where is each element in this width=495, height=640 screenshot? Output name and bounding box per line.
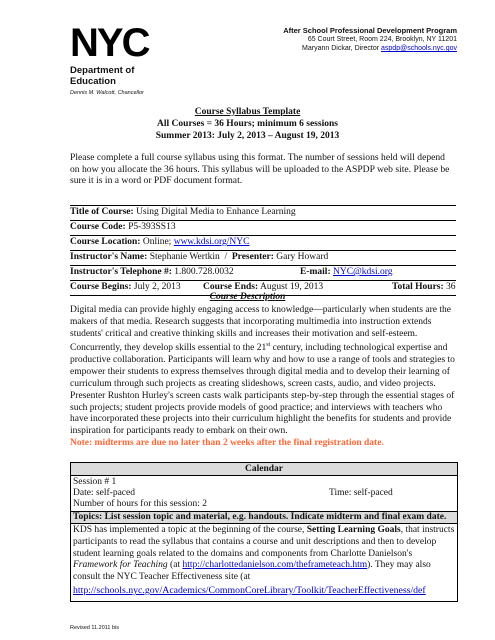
description-part-2: century, including technological expertise and productive collaboration. Participants will learn why and how to use a range of tools and strategies to empower their students to express themselves through digital media and to develop their learning of curriculum through such projects as creating slideshows, screen casts, audio, and video projects. Presenter Rushton Hurley's screen casts walk participants step-by-step through the essential stages of such projects; student projects provide models of good practice; and interviews with teachers who have incorporated these projects into their curriculum highlight the benefits for students and provide inspiration for participants ready to embark on their own. <box>70 343 455 437</box>
phone-value: 1.800.728.0032 <box>174 267 234 277</box>
course-title-row <box>70 205 456 220</box>
revision-footer: Revised 11.2011 bis <box>70 625 120 631</box>
session-date-row <box>73 488 455 499</box>
course-description-text <box>70 305 455 438</box>
course-location-value: Online; <box>142 237 174 247</box>
session-block <box>71 476 457 511</box>
topics-row <box>71 511 457 524</box>
calendar-table <box>70 462 458 602</box>
session-hours: Number of hours for this session: 2 <box>73 499 208 509</box>
hours-label: Total Hours: <box>392 282 444 292</box>
email-cell <box>300 266 393 279</box>
session-time: Time: self-paced <box>329 488 393 498</box>
midterm-note: Note: midterms are due no later than 2 weeks after the final registration date. <box>70 438 384 448</box>
director-email-link[interactable]: aspdp@schools.nyc.gov <box>381 45 457 52</box>
course-location-label: Course Location: <box>70 237 141 247</box>
instructor-value: Stephanie Wertkin <box>149 252 220 262</box>
description-part-1: Digital media can provide highly engaging access to knowledge—particularly when students are the makers of that media. Research suggests that incorporating multimedia into instruction extends students' critical and creative thinking skills and increases their motivation and self-esteem. Concurrently, they develop skills essential to the 21 <box>70 305 451 354</box>
session-details <box>71 524 457 601</box>
logo-chancellor: Dennis M. Walcott, Chancellor <box>70 90 144 96</box>
program-header <box>283 26 457 53</box>
email-label: E-mail: <box>300 267 331 277</box>
logo-nyc-wordmark: NYC <box>70 21 149 65</box>
phone-label: Instructor's Telephone #: <box>70 267 172 277</box>
director-name: Maryann Dickar, Director <box>302 45 382 52</box>
syllabus-hours-rule: All Courses = 36 Hours; minimum 6 sessions <box>157 119 338 129</box>
email-link[interactable]: NYC@kdsi.org <box>332 267 393 277</box>
presenter-label: Presenter: <box>231 252 274 262</box>
instructor-separator: / <box>224 252 228 262</box>
details-part-4: ). They may also consult the NYC Teacher Effectiveness site (at <box>73 560 431 583</box>
ends-label: Course Ends: <box>203 282 259 292</box>
danielson-link[interactable]: http://charlottedanielson.com/theframeteach.htm <box>182 560 368 571</box>
details-part-3: (at <box>167 560 183 571</box>
begins-label: Course Begins: <box>70 282 132 292</box>
logo-department-line: Department of <box>70 65 135 76</box>
logo-department <box>70 65 190 87</box>
contact-row <box>70 265 456 280</box>
course-code-value: P5-393SS13 <box>128 222 176 232</box>
presenter-value: Gary Howard <box>276 252 329 262</box>
description-superscript: st <box>266 342 271 349</box>
syllabus-title-block <box>0 106 495 142</box>
session-date: Date: self-paced <box>73 488 135 498</box>
program-director <box>283 44 457 53</box>
instructor-row <box>70 250 456 265</box>
calendar-heading: Calendar <box>71 463 457 476</box>
teacher-effectiveness-link[interactable]: http://schools.nyc.gov/Academics/CommonCoreLibrary/Toolkit/TeacherEffectiveness/def <box>73 584 426 596</box>
details-bold: Setting Learning Goals <box>306 525 401 535</box>
course-info-table <box>70 205 456 296</box>
details-part-1: KDS has implemented a topic at the beginning of the course, <box>73 525 307 535</box>
course-code-label: Course Code: <box>70 222 126 232</box>
details-part-2: , that instructs participants to read the syllabus that contains a course and unit descriptions and then to develop student learning goals related to the domains and components from Charlotte Danielson's <box>73 525 455 559</box>
hours-value: 36 <box>446 282 456 292</box>
course-location-row <box>70 235 456 250</box>
syllabus-term: Summer 2013: July 2, 2013 – August 19, 2013 <box>155 131 340 141</box>
program-name: After School Professional Development Program <box>283 26 457 35</box>
course-location-link[interactable]: www.kdsi.org/NYC <box>173 237 250 247</box>
logo-education-line: Education <box>70 76 116 87</box>
course-title-label: Title of Course: <box>70 207 134 217</box>
details-italic: Framework for Teaching <box>73 560 168 571</box>
topics-text: Topics: List session topic and material, e.g. handouts. Indicate midterm and final exam date. <box>73 512 447 522</box>
syllabus-title: Course Syllabus Template <box>194 107 301 117</box>
course-code-row <box>70 220 456 235</box>
ends-value: August 19, 2013 <box>260 282 324 292</box>
nyc-doe-logo <box>70 21 190 96</box>
course-description-heading: Course Description <box>209 292 286 302</box>
session-number: Session # 1 <box>73 477 117 487</box>
program-address: 65 Court Street, Room 224, Brooklyn, NY 11201 <box>307 36 457 43</box>
instructor-label: Instructor's Name: <box>70 252 148 262</box>
intro-paragraph: Please complete a full course syllabus using this format. The number of sessions held will depend on how you allocate the 36 hours. This syllabus will be uploaded to the ASPDP web site. Please be sure it is in a word or PDF document format. <box>70 152 450 186</box>
begins-value: July 2, 2013 <box>133 282 181 292</box>
course-title-value: Using Digital Media to Enhance Learning <box>136 207 296 217</box>
